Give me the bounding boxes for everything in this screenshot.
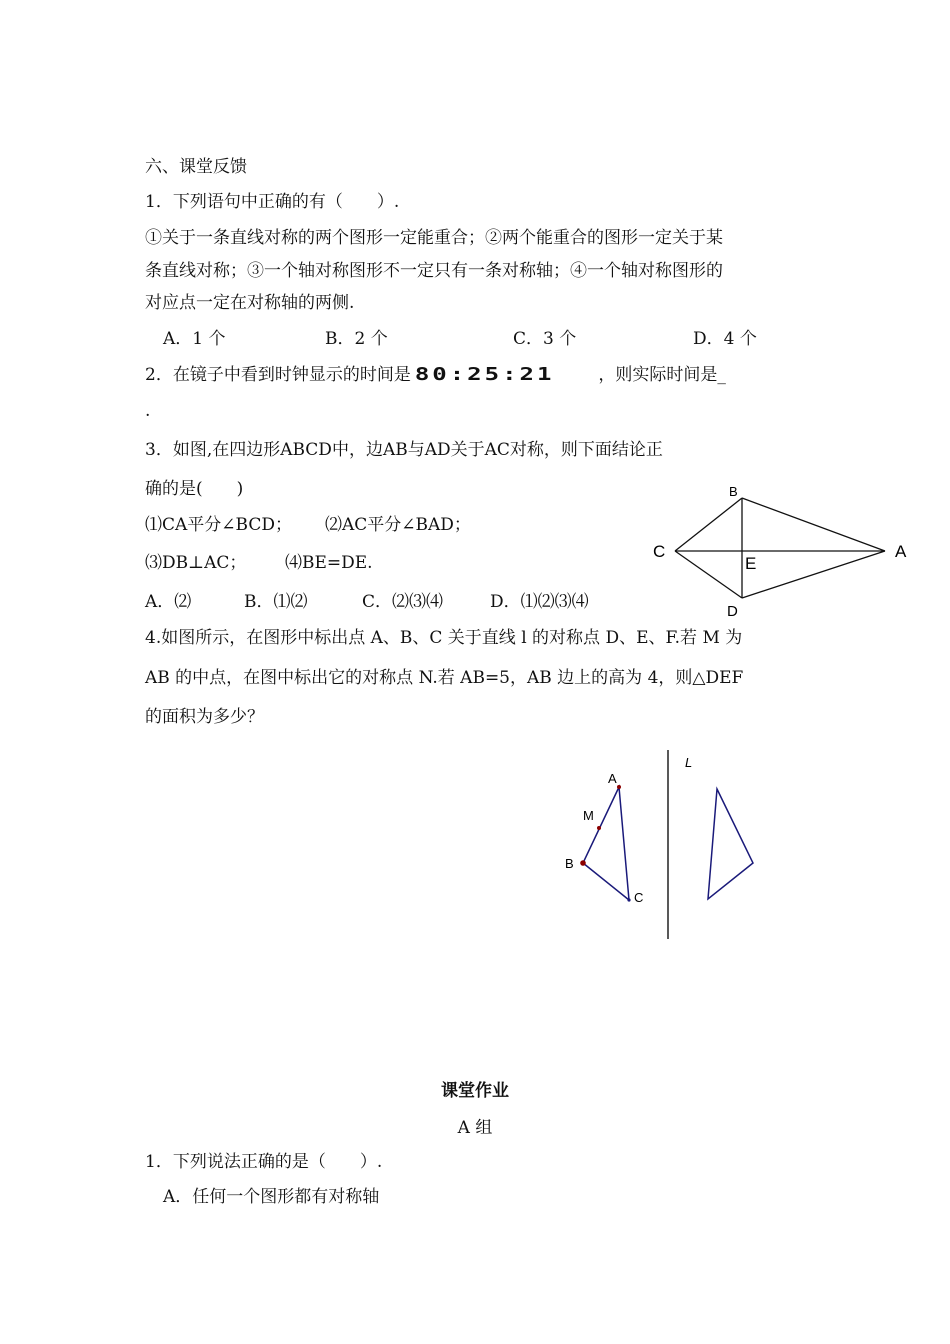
homework-title: 课堂作业 xyxy=(441,1081,509,1101)
q3-statement-2: ⑵AC平分∠BAD； xyxy=(325,515,471,535)
q1-body-line: 条直线对称；③一个轴对称图形不一定只有一条对称轴；④一个轴对称图形的 xyxy=(145,261,723,281)
point-a xyxy=(617,785,621,789)
homework-group: A 组 xyxy=(457,1118,493,1138)
q1-option-b: B．2 个 xyxy=(325,329,388,349)
q4-line: 4.如图所示，在图形中标出点 A、B、C 关于直线 l 的对称点 D、E、F.若 M 为 xyxy=(145,628,743,648)
label-c: C xyxy=(634,890,644,905)
label-axis-l: L xyxy=(685,755,693,770)
triangle-reflected xyxy=(708,789,753,899)
q1-stem: 1．下列语句中正确的有（ ）. xyxy=(145,192,400,212)
section-title: 六、课堂反馈 xyxy=(145,157,247,177)
reflection-figure xyxy=(550,745,780,945)
q2-line xyxy=(145,364,726,387)
label-d: D xyxy=(727,603,738,620)
segment-cb xyxy=(675,498,742,551)
homework-q1-option-a: A．任何一个图形都有对称轴 xyxy=(163,1187,380,1207)
label-b: B xyxy=(565,856,574,871)
q4-line: AB 的中点，在图中标出它的对称点 N.若 AB=5，AB 边上的高为 4，则△DEF xyxy=(145,668,744,688)
homework-q1-stem: 1．下列说法正确的是（ ）. xyxy=(145,1152,383,1172)
q3-option-d: D．⑴⑵⑶⑷ xyxy=(490,592,589,612)
q3-statement-4: ⑷BE=DE. xyxy=(285,553,373,573)
q1-body-line: ①关于一条直线对称的两个图形一定能重合；②两个能重合的图形一定关于某 xyxy=(145,228,723,248)
segment-dc xyxy=(675,551,742,598)
segment-ba xyxy=(742,498,885,551)
segment-ad xyxy=(742,551,885,598)
q1-option-a: A．1 个 xyxy=(163,329,226,349)
q1-option-c: C．3 个 xyxy=(513,329,577,349)
label-a: A xyxy=(608,771,617,786)
q3-stem-line2: 确的是( ) xyxy=(145,479,244,499)
q2-prefix: 2．在镜子中看到时钟显示的时间是 xyxy=(145,365,411,385)
q3-option-a: A．⑵ xyxy=(145,592,192,612)
point-m xyxy=(597,826,601,830)
q3-option-c: C．⑵⑶⑷ xyxy=(362,592,444,612)
label-m: M xyxy=(583,808,594,823)
q3-statement-1: ⑴CA平分∠BCD； xyxy=(145,515,292,535)
point-c xyxy=(627,898,630,901)
q3-option-b: B．⑴⑵ xyxy=(244,592,308,612)
label-e: E xyxy=(745,554,757,573)
q3-stem-line1: 3．如图,在四边形ABCD中，边AB与AD关于AC对称，则下面结论正 xyxy=(145,440,663,460)
q1-body-line: 对应点一定在对称轴的两侧. xyxy=(145,293,355,313)
label-c: C xyxy=(653,542,666,561)
label-b: B xyxy=(729,484,738,499)
point-b xyxy=(580,860,586,866)
kite-figure xyxy=(640,478,920,622)
q2-suffix: ，则实际时间是_ xyxy=(598,365,726,385)
mirror-clock-display: 80:25:21 xyxy=(414,363,555,384)
q4-line: 的面积为多少？ xyxy=(145,707,264,727)
q1-option-d: D．4 个 xyxy=(693,329,757,349)
triangle-abc xyxy=(583,787,629,900)
q2-tail: . xyxy=(145,401,151,421)
label-a: A xyxy=(895,542,907,561)
q3-statement-3: ⑶DB⊥AC； xyxy=(145,553,247,573)
